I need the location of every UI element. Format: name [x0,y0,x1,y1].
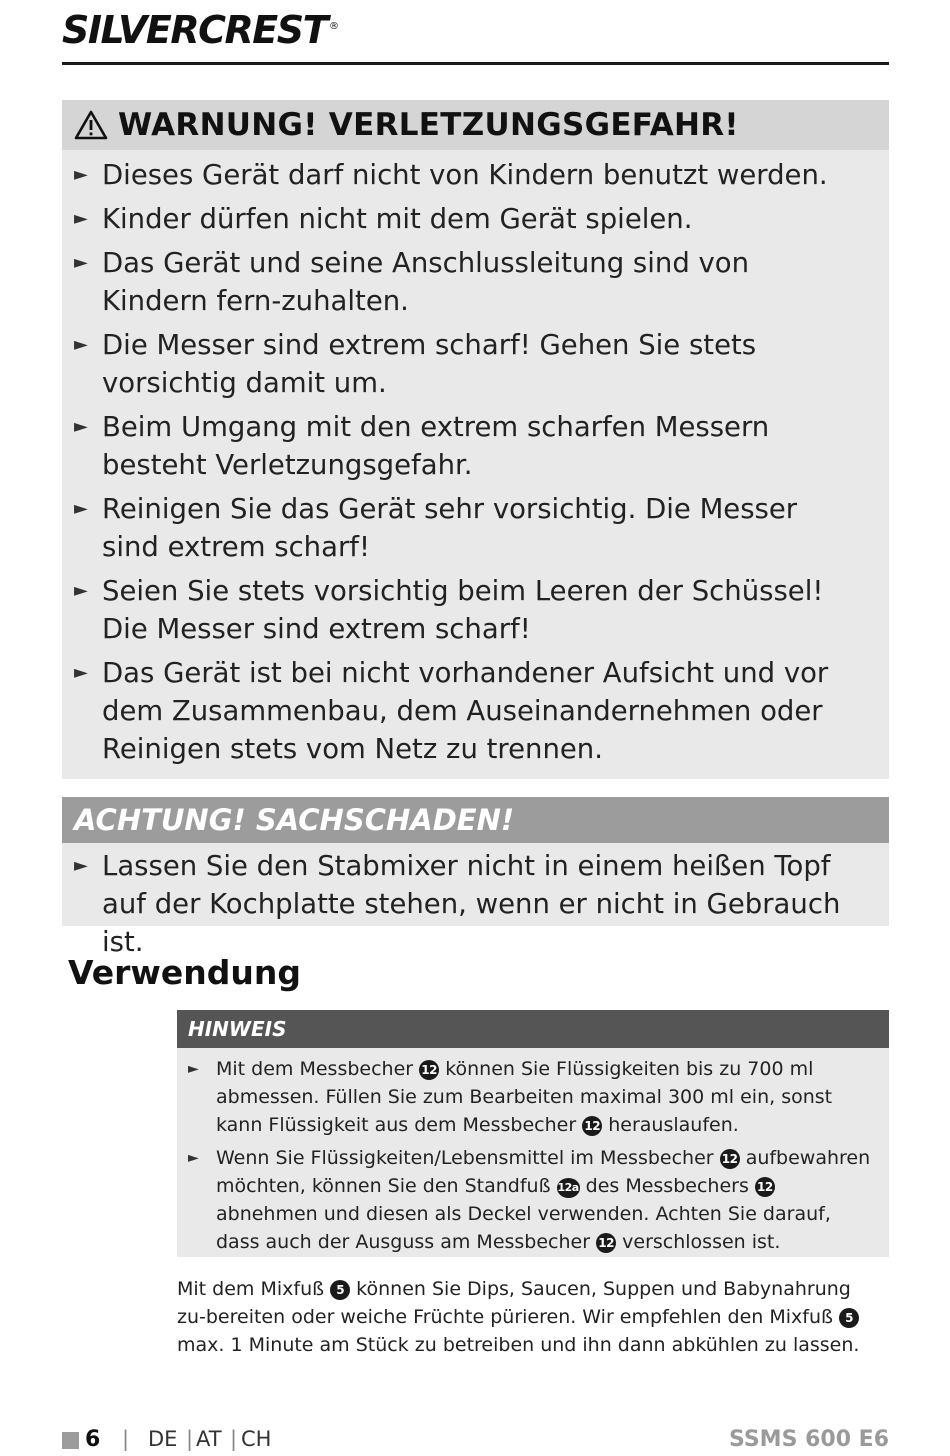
page-footer [62,1427,889,1455]
divider: | [230,1427,238,1451]
warning-triangle-icon [74,110,108,140]
bullet-arrow-icon: ► [74,416,88,437]
part-number-badge: 12 [419,1060,439,1080]
part-number-badge: 5 [330,1280,350,1300]
list-item: ► Wenn Sie Flüssigkeiten/Lebensmittel im Messbecher 12 aufbewahren möchten, können Sie den Standfuß 12a des Messbechers 12 abnehmen und diesen als Deckel verwenden. Achten Sie darauf, dass auch der Ausguss am Messbecher 12 verschlossen ist. [188,1147,871,1253]
divider: | [186,1427,194,1451]
part-number-badge: 12a [557,1178,580,1198]
list-item: ► Das Gerät und seine Anschlussleitung sind von Kindern fern-zuhalten. [62,244,859,320]
bullet-arrow-icon: ► [74,208,88,229]
country-code: CH [241,1427,272,1451]
warning-list [62,150,889,780]
bullet-arrow-icon: ► [74,498,88,519]
list-item: ► Das Gerät ist bei nicht vorhandener Aufsicht und vor dem Zusammenbau, dem Auseinandernehmen oder Reinigen stets vom Netz zu trennen. [62,654,859,768]
warning-title: WARNUNG! VERLETZUNGSGEFAHR! [118,107,739,143]
bullet-arrow-icon: ► [188,1150,199,1167]
list-item: ► Lassen Sie den Stabmixer nicht in einem heißen Topf auf der Kochplatte stehen, wenn er nicht in Gebrauch ist. [62,847,859,961]
list-item: ► Dieses Gerät darf nicht von Kindern benutzt werden. [62,156,859,194]
note-list [177,1048,889,1269]
part-number-badge: 12 [582,1116,602,1136]
part-number-badge: 12 [755,1177,775,1197]
brand-logo [62,8,338,52]
warning-header [62,100,889,150]
bullet-arrow-icon: ► [74,252,88,273]
divider: | [122,1427,130,1451]
registered-mark: ® [329,21,338,33]
caution-title: ACHTUNG! SACHSCHADEN! [74,803,515,837]
part-number-badge: 12 [596,1233,616,1253]
bullet-arrow-icon: ► [74,334,88,355]
usage-paragraph: Mit dem Mixfuß 5 können Sie Dips, Saucen, Suppen und Babynahrung zu-bereiten oder weiche Früchte pürieren. Wir empfehlen den Mixfuß 5 max. 1 Minute am Stück zu betreiben und ihn dann abkühlen zu lassen. [177,1278,860,1356]
list-item: ► Beim Umgang mit den extrem scharfen Messern besteht Verletzungsgefahr. [62,408,859,484]
caution-panel [62,797,889,958]
list-item: ► Kinder dürfen nicht mit dem Gerät spielen. [62,200,859,238]
bullet-arrow-icon: ► [74,662,88,683]
part-number-badge: 5 [839,1308,859,1328]
list-item: ► Reinigen Sie das Gerät sehr vorsichtig. Die Messer sind extrem scharf! [62,490,859,566]
part-number-badge: 12 [720,1149,740,1169]
list-item: ► Die Messer sind extrem scharf! Gehen Sie stets vorsichtig damit um. [62,326,859,402]
list-item: ► Mit dem Messbecher 12 können Sie Flüssigkeiten bis zu 700 ml abmessen. Füllen Sie zum Bearbeiten maximal 300 ml ein, sonst kann Flüssigkeit aus dem Messbecher 12 herauslaufen. [188,1058,833,1136]
note-box [177,1010,889,1257]
bullet-arrow-icon: ► [74,580,88,601]
section-heading: Verwendung [68,953,301,992]
list-item: ► Seien Sie stets vorsichtig beim Leeren der Schüssel! Die Messer sind extrem scharf! [62,572,859,648]
country-code: AT [196,1427,222,1451]
model-number: SSMS 600 E6 [728,1427,889,1452]
note-title: HINWEIS [188,1017,287,1041]
bullet-arrow-icon: ► [74,855,88,876]
country-code: DE [148,1427,178,1451]
caution-header [62,797,889,843]
bullet-arrow-icon: ► [188,1061,199,1077]
warning-panel [62,100,889,779]
header-rule [62,62,889,65]
page-number: 6 [85,1427,101,1452]
brand-name: SILVERCREST [62,8,328,52]
note-header [177,1010,889,1048]
bullet-arrow-icon: ► [74,164,88,185]
page-marker-square [62,1432,79,1449]
